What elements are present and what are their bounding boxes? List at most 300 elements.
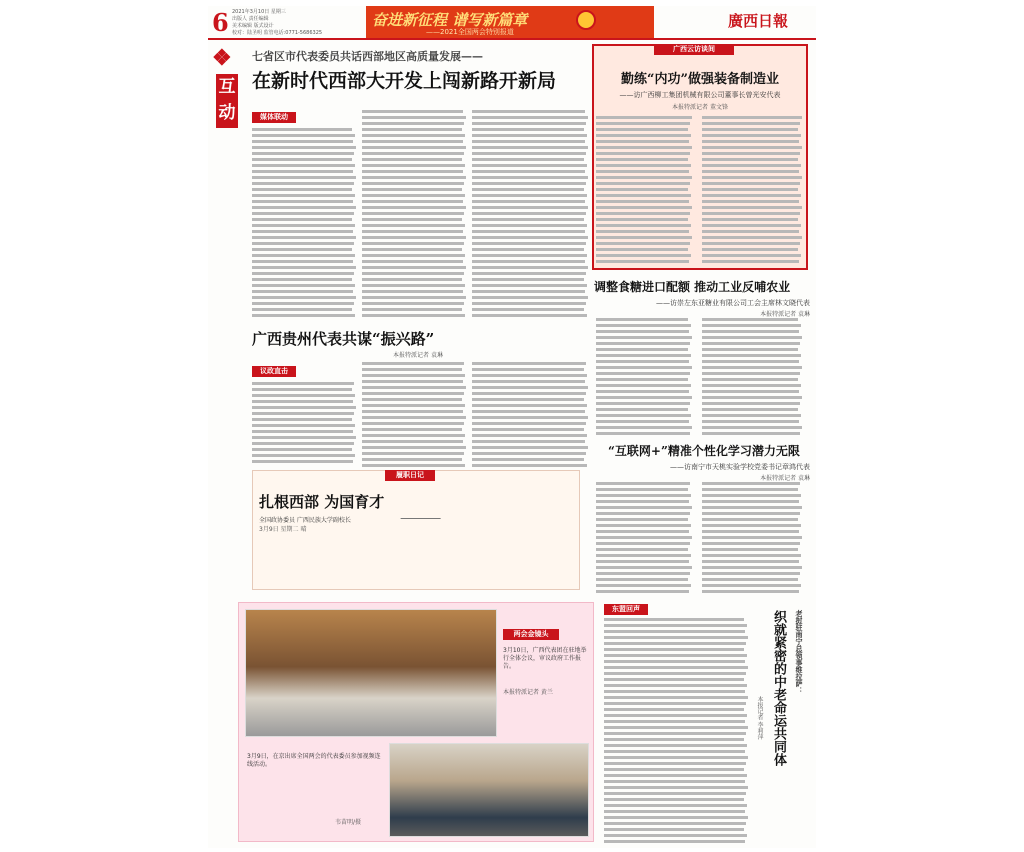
body-text-line — [472, 260, 585, 263]
body-text-line — [252, 236, 356, 239]
body-text-line — [702, 248, 798, 251]
body-text-line — [362, 284, 465, 287]
interview-tag: 广西云访谈间 — [654, 44, 734, 55]
body-text-line — [252, 406, 356, 409]
body-text-line — [702, 572, 800, 575]
body-text-line — [604, 744, 747, 747]
body-text-line — [604, 672, 746, 675]
body-text-line — [702, 336, 802, 339]
photo-box — [238, 602, 594, 842]
body-text-line — [604, 666, 748, 669]
body-text-line — [472, 308, 584, 311]
body-text-line — [472, 122, 586, 125]
body-text-line — [472, 278, 584, 281]
body-text-line — [604, 840, 745, 843]
body-text-line — [596, 206, 692, 209]
body-text-line — [252, 278, 352, 281]
vertical-subheadline: 老挝驻南宁总领事维拉萨： — [795, 610, 803, 694]
diamond-ornament-icon: ❖ — [212, 45, 232, 71]
body-text-line — [472, 410, 585, 413]
body-text-line — [702, 554, 801, 557]
body-text-line — [596, 134, 691, 137]
body-text-line — [252, 290, 353, 293]
body-text-line — [604, 834, 747, 837]
body-text-line — [472, 116, 588, 119]
lead-kicker: 七省区市代表委员共话西部地区高质量发展—— — [252, 50, 483, 63]
body-text-line — [604, 810, 745, 813]
body-text-line — [252, 260, 353, 263]
body-text-line — [472, 314, 587, 317]
body-text-line — [596, 390, 689, 393]
body-text-line — [596, 560, 689, 563]
body-text-line — [472, 452, 586, 455]
signature — [400, 505, 445, 519]
body-text-line — [596, 254, 691, 257]
body-text-line — [596, 426, 692, 429]
body-text-line — [362, 290, 463, 293]
body-text-line — [702, 566, 802, 569]
body-text-line — [604, 792, 746, 795]
body-text-line — [252, 170, 353, 173]
body-text-line — [596, 360, 689, 363]
body-text-line — [596, 146, 692, 149]
body-text-line — [604, 822, 746, 825]
banner-subtitle: ——2021全国两会特别报道 — [426, 28, 514, 36]
body-text-line — [362, 164, 465, 167]
body-text-line — [362, 266, 466, 269]
photo-delegation-meeting — [245, 609, 497, 737]
body-text-line — [252, 314, 355, 317]
body-text-line — [362, 422, 464, 425]
body-text-line — [596, 372, 690, 375]
body-text-line — [362, 278, 462, 281]
body-text-line — [252, 418, 352, 421]
body-text-line — [604, 648, 744, 651]
body-text-line — [472, 386, 588, 389]
body-text-line — [702, 230, 799, 233]
body-text-line — [362, 230, 463, 233]
body-text-line — [252, 218, 352, 221]
body-text-line — [596, 566, 692, 569]
body-text-line — [596, 330, 689, 333]
story3-byline: 本报特派记者 袁琳 — [760, 475, 810, 482]
body-text-line — [702, 236, 802, 239]
body-text-line — [702, 542, 800, 545]
body-text-line — [362, 170, 463, 173]
body-text-line — [252, 296, 356, 299]
story2-headline: 调整食糖进口配额 推动工业反哺农业 — [594, 280, 791, 294]
body-text-line — [604, 624, 747, 627]
body-text-line — [362, 248, 462, 251]
body-text-line — [702, 530, 799, 533]
body-text-line — [472, 302, 586, 305]
story2-sub: ——访崇左东亚糖业有限公司工会主席林文晓代表 — [656, 299, 810, 307]
body-text-line — [596, 200, 689, 203]
body-text-line — [596, 512, 690, 515]
body-text-line — [702, 128, 798, 131]
special-report-banner — [366, 6, 654, 38]
body-text-line — [596, 402, 690, 405]
body-text-line — [702, 152, 800, 155]
body-text-line — [702, 122, 800, 125]
body-text-line — [472, 284, 587, 287]
body-text-line — [604, 690, 745, 693]
body-text-line — [362, 146, 466, 149]
body-text-line — [702, 164, 801, 167]
body-text-line — [252, 400, 353, 403]
diary-headline: 扎根西部 为国育才 — [259, 493, 385, 511]
section-name: 互动 — [216, 74, 238, 128]
body-text-line — [252, 194, 355, 197]
body-text-line — [702, 116, 802, 119]
body-text-line — [472, 224, 587, 227]
body-text-line — [702, 536, 802, 539]
body-text-line — [472, 170, 585, 173]
body-text-line — [702, 200, 799, 203]
body-text-line — [702, 360, 799, 363]
mid-byline: 本报特派记者 袁琳 — [393, 352, 443, 359]
body-text-line — [252, 430, 353, 433]
body-text-line — [472, 182, 586, 185]
body-text-line — [362, 140, 463, 143]
body-text-line — [252, 412, 354, 415]
body-text-line — [702, 134, 801, 137]
body-text-line — [472, 212, 586, 215]
body-text-line — [252, 254, 355, 257]
body-text-line — [362, 440, 463, 443]
body-text-line — [252, 442, 354, 445]
body-text-line — [702, 560, 799, 563]
body-text-line — [702, 390, 799, 393]
body-text-line — [596, 140, 689, 143]
body-text-line — [472, 200, 585, 203]
body-text-line — [362, 218, 462, 221]
body-text-line — [702, 140, 799, 143]
body-text-line — [472, 188, 584, 191]
body-text-line — [702, 242, 800, 245]
body-text-line — [596, 366, 692, 369]
national-emblem-icon — [576, 10, 596, 30]
body-text-line — [472, 362, 586, 365]
body-text-line — [702, 494, 801, 497]
body-text-line — [702, 500, 799, 503]
body-text-line — [472, 458, 584, 461]
body-text-line — [596, 212, 690, 215]
body-text-line — [596, 116, 692, 119]
body-text-line — [472, 416, 588, 419]
body-text-line — [596, 488, 688, 491]
body-text-line — [362, 200, 463, 203]
body-text-line — [702, 354, 801, 357]
body-text-line — [702, 372, 800, 375]
body-text-line — [604, 768, 744, 771]
body-text-line — [362, 188, 462, 191]
photo-caption2: 3月9日，在京出席全国两会的代表委员参加视频连线活动。 — [247, 753, 381, 768]
body-text-line — [596, 348, 688, 351]
body-text-line — [362, 122, 464, 125]
body-text-line — [472, 128, 584, 131]
body-text-line — [362, 158, 462, 161]
body-text-line — [596, 500, 689, 503]
masthead — [208, 6, 816, 40]
body-text-line — [604, 702, 746, 705]
body-text-line — [362, 236, 466, 239]
body-text-line — [252, 394, 355, 397]
body-text-line — [702, 206, 802, 209]
body-text-line — [596, 242, 690, 245]
diary-label: 履职日记 — [385, 470, 435, 481]
body-text-line — [472, 164, 587, 167]
body-text-line — [252, 242, 354, 245]
body-text-line — [362, 302, 464, 305]
photo-credit: 本报特派记者 黄兰 — [503, 689, 553, 696]
body-text-line — [604, 654, 747, 657]
body-text-line — [472, 404, 587, 407]
body-text-line — [604, 720, 745, 723]
story3-sub: ——访南宁市天桃实验学校党委书记章鸿代表 — [670, 463, 810, 471]
body-text-line — [604, 774, 747, 777]
body-text-line — [702, 176, 802, 179]
body-text-line — [596, 384, 691, 387]
body-text-line — [596, 194, 691, 197]
vertical-headline: 织就紧密的中老命运共同体 — [771, 610, 786, 766]
body-text-line — [472, 176, 588, 179]
story2-byline: 本报特派记者 袁琳 — [760, 311, 810, 318]
body-text-line — [596, 158, 688, 161]
body-text-line — [252, 424, 355, 427]
body-text-line — [604, 618, 744, 621]
vertical-byline: 本报记者 李莉萍 — [756, 696, 763, 740]
body-text-line — [252, 230, 353, 233]
body-text-line — [596, 536, 692, 539]
body-text-line — [362, 410, 463, 413]
body-text-line — [252, 212, 354, 215]
interview-byline: 本报特派记者 董文锋 — [672, 104, 728, 111]
body-text-line — [604, 738, 744, 741]
body-text-line — [362, 242, 464, 245]
body-text-line — [362, 296, 466, 299]
body-text-line — [362, 224, 465, 227]
body-text-line — [596, 482, 690, 485]
body-text-line — [596, 518, 688, 521]
body-text-line — [596, 506, 692, 509]
body-text-line — [252, 158, 352, 161]
body-text-line — [472, 380, 585, 383]
body-text-line — [596, 530, 689, 533]
newspaper-page — [208, 6, 816, 848]
body-text-line — [604, 708, 744, 711]
body-text-line — [252, 128, 352, 131]
asean-label: 东盟回声 — [604, 604, 648, 615]
body-text-line — [472, 296, 588, 299]
body-text-line — [702, 170, 799, 173]
body-text-line — [702, 212, 800, 215]
body-text-line — [702, 254, 801, 257]
body-text-line — [472, 206, 588, 209]
body-text-line — [252, 248, 352, 251]
body-text-line — [604, 684, 747, 687]
body-text-line — [472, 242, 586, 245]
photo-video-link — [389, 743, 589, 837]
body-text-line — [596, 432, 690, 435]
body-text-line — [252, 164, 355, 167]
body-text-line — [702, 396, 802, 399]
body-text-line — [362, 254, 465, 257]
body-text-line — [596, 260, 689, 263]
body-text-line — [702, 348, 798, 351]
interview-headline: 勤练“内功”做强装备制造业 — [621, 72, 779, 87]
lead-headline: 在新时代西部大开发上闯新路开新局 — [252, 70, 557, 92]
body-text-line — [252, 206, 356, 209]
body-text-line — [362, 212, 464, 215]
body-text-line — [362, 260, 463, 263]
body-text-line — [702, 548, 798, 551]
body-text-line — [252, 200, 353, 203]
body-text-line — [252, 152, 354, 155]
body-text-line — [472, 248, 584, 251]
body-text-line — [362, 452, 464, 455]
diary-author: 全国政协委员 广西民族大学副校长 — [259, 517, 351, 524]
body-text-line — [472, 428, 584, 431]
body-text-line — [362, 434, 465, 437]
body-text-line — [362, 272, 464, 275]
body-text-line — [596, 170, 689, 173]
mid-headline: 广西贵州代表共谋“振兴路” — [252, 330, 435, 348]
body-text-line — [604, 762, 746, 765]
body-text-line — [596, 318, 688, 321]
body-text-line — [604, 828, 744, 831]
body-text-line — [596, 548, 688, 551]
body-text-line — [604, 642, 746, 645]
diary-date: 3月9日 星期二 晴 — [259, 526, 307, 533]
body-text-line — [362, 134, 465, 137]
body-text-line — [596, 236, 692, 239]
body-text-line — [362, 458, 462, 461]
body-text-line — [702, 578, 798, 581]
story3-headline: “互联网+”精准个性化学习潜力无限 — [608, 444, 800, 458]
body-text-line — [252, 308, 352, 311]
body-text-line — [362, 464, 465, 467]
body-text-line — [596, 218, 688, 221]
body-text-line — [702, 260, 799, 263]
body-text-line — [702, 324, 801, 327]
body-text-line — [702, 482, 800, 485]
body-text-line — [596, 122, 690, 125]
body-text-line — [702, 224, 801, 227]
body-text-line — [362, 152, 464, 155]
body-text-line — [702, 330, 799, 333]
body-text-line — [472, 422, 586, 425]
body-text-line — [472, 236, 588, 239]
body-text-line — [604, 636, 748, 639]
body-text-line — [596, 396, 692, 399]
body-text-line — [362, 308, 462, 311]
body-text-line — [702, 584, 801, 587]
body-text-line — [252, 284, 355, 287]
body-text-line — [604, 798, 744, 801]
body-text-line — [596, 572, 690, 575]
body-text-line — [252, 460, 353, 463]
body-text-line — [596, 378, 688, 381]
body-text-line — [252, 302, 354, 305]
body-text-line — [596, 408, 688, 411]
body-text-line — [702, 414, 801, 417]
masthead-info: 2021年3月10日 星期三 出版人 责任编辑 美术编辑 版式设计 校对：陆圣明 监管电话:0771-5686325 — [232, 9, 358, 37]
body-text-line — [472, 266, 588, 269]
body-text-line — [362, 380, 463, 383]
body-text-line — [596, 420, 689, 423]
body-text-line — [362, 368, 462, 371]
body-text-line — [596, 230, 689, 233]
body-text-line — [702, 512, 800, 515]
body-text-line — [702, 384, 801, 387]
body-text-line — [702, 218, 798, 221]
body-text-line — [702, 182, 800, 185]
body-text-line — [702, 488, 798, 491]
body-text-line — [472, 194, 587, 197]
page-number: 6 — [212, 8, 229, 37]
body-text-line — [472, 434, 587, 437]
body-text-line — [362, 314, 465, 317]
body-text-line — [472, 146, 588, 149]
body-text-line — [596, 324, 691, 327]
interview-sub: ——访广西柳工集团机械有限公司董事长曾光安代表 — [619, 91, 781, 99]
body-text-line — [362, 386, 466, 389]
banner-title: 奋进新征程 谱写新篇章 — [372, 11, 528, 29]
body-text-line — [596, 554, 691, 557]
body-text-line — [604, 780, 745, 783]
body-text-line — [596, 524, 691, 527]
body-text-line — [604, 714, 747, 717]
lead-label: 媒体联动 — [252, 112, 296, 123]
body-text-line — [252, 454, 355, 457]
body-text-line — [362, 110, 463, 113]
body-text-line — [604, 696, 748, 699]
body-text-line — [596, 188, 688, 191]
body-text-line — [472, 158, 584, 161]
body-text-line — [362, 428, 462, 431]
body-text-line — [596, 248, 688, 251]
body-text-line — [472, 140, 585, 143]
body-text-line — [252, 266, 356, 269]
body-text-line — [472, 230, 585, 233]
body-text-line — [604, 660, 745, 663]
body-text-line — [596, 494, 691, 497]
body-text-line — [596, 414, 691, 417]
body-text-line — [362, 404, 465, 407]
body-text-line — [702, 408, 798, 411]
body-text-line — [252, 272, 354, 275]
body-text-line — [702, 524, 801, 527]
mid-label: 议政直击 — [252, 366, 296, 377]
body-text-line — [702, 518, 798, 521]
body-text-line — [252, 188, 352, 191]
body-text-line — [596, 336, 692, 339]
body-text-line — [596, 182, 690, 185]
body-text-line — [702, 506, 802, 509]
body-text-line — [596, 578, 688, 581]
body-text-line — [252, 176, 356, 179]
body-text-line — [252, 436, 356, 439]
body-text-line — [604, 816, 748, 819]
body-text-line — [252, 382, 354, 385]
body-text-line — [252, 388, 352, 391]
body-text-line — [604, 678, 744, 681]
photo-label: 两会金镜头 — [503, 629, 559, 640]
diary-box — [252, 470, 580, 590]
body-text-line — [702, 342, 800, 345]
body-text-line — [596, 590, 689, 593]
